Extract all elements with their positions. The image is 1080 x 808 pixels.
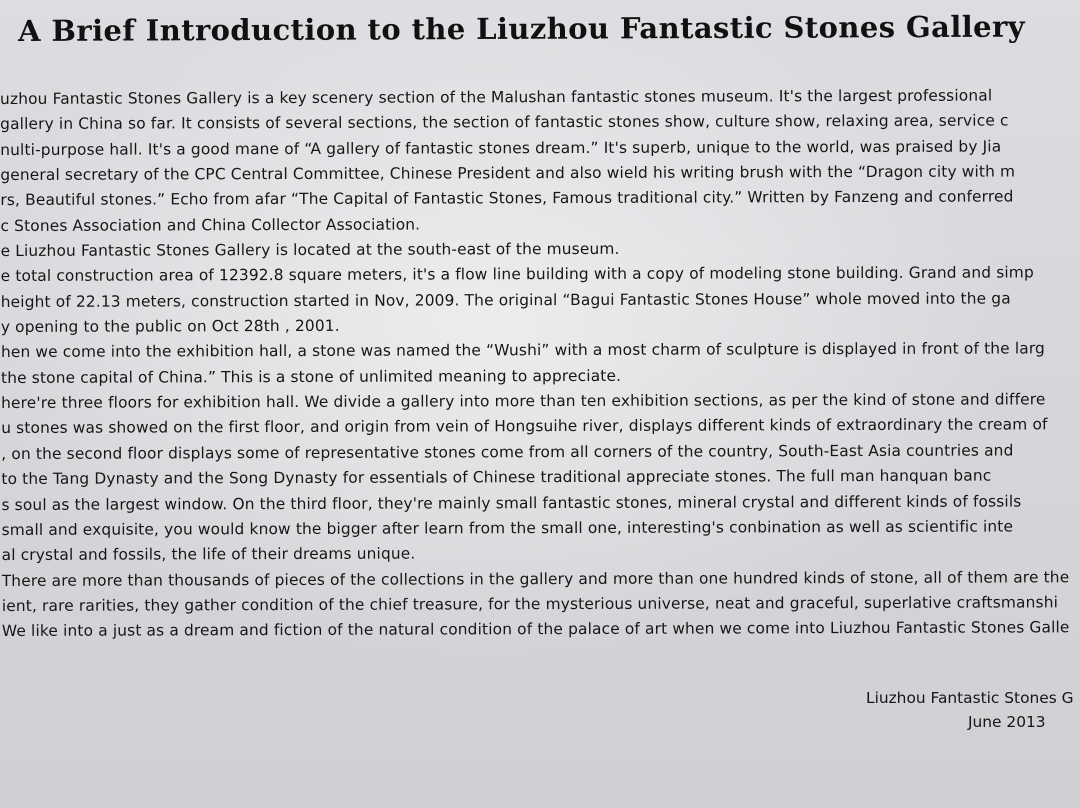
text-line: small and exquisite, you would know the bigger after learn from the small one, interesting's conbination as well as scientific inte: [1, 517, 1014, 539]
text-line: c Stones Association and China Collector Association.: [0, 215, 421, 235]
introduction-text: [0, 83, 1080, 644]
text-line: s soul as the largest window. On the third floor, they're mainly small fantastic stones, mineral crystal and different kinds of fossils: [1, 491, 1022, 514]
text-line: ient, rare rarities, they gather condition of the chief treasure, for the mysterious universe, neat and graceful, superlative craftsmanshi: [1, 593, 1059, 615]
text-line: There are more than thousands of pieces of the collections in the gallery and more than one hundred kinds of stone, all of them are the: [1, 567, 1070, 590]
text-line: hen we come into the exhibition hall, a stone was named the “Wushi” with a most charm of sculpture is displayed in front of the larg: [0, 339, 1045, 362]
text-line: general secretary of the CPC Central Committee, Chinese President and also wield his writing brush with the “Dragon city with m: [0, 162, 1016, 185]
text-line: nulti-purpose hall. It's a good mane of “A gallery of fantastic stones dream.” It's superb, unique to the world, was praised by Jia: [0, 137, 1002, 159]
text-line: We like into a just as a dream and fiction of the natural condition of the palace of art when we come into Liuzhou Fantastic Stones Galle: [1, 618, 1070, 641]
text-line: u stones was showed on the first floor, and origin from vein of Hongsuihe river, displays different kinds of extraordinary the cream of: [1, 415, 1048, 438]
text-line: gallery in China so far. It consists of several sections, the section of fantastic stones show, culture show, relaxing area, service c: [0, 111, 1009, 134]
text-line: , on the second floor displays some of representative stones come from all corners of the country, South-East Asia countries and: [1, 441, 1014, 463]
text-line: e total construction area of 12392.8 square meters, it's a flow line building with a copy of modeling stone building. Grand and simp: [0, 263, 1034, 286]
signature-organization: Liuzhou Fantastic Stones G: [866, 689, 1074, 707]
signature-date: June 2013: [968, 713, 1046, 731]
text-line: to the Tang Dynasty and the Song Dynasty for essentials of Chinese traditional appreciate stones. The full man hanquan banc: [1, 466, 992, 489]
text-line: e Liuzhou Fantastic Stones Gallery is located at the south-east of the museum.: [0, 239, 620, 261]
text-line: here're three floors for exhibition hall. We divide a gallery into more than ten exhibition sections, as per the kind of stone and differe: [1, 390, 1046, 413]
text-line: height of 22.13 meters, construction started in Nov, 2009. The original “Bagui Fantastic Stones House” whole moved into the ga: [0, 289, 1011, 311]
text-line: the stone capital of China.” This is a stone of unlimited meaning to appreciate.: [0, 366, 622, 387]
text-line: al crystal and fossils, the life of their dreams unique.: [1, 544, 416, 565]
text-line: uzhou Fantastic Stones Gallery is a key scenery section of the Malushan fantastic stones museum. It's the largest professional: [0, 86, 993, 108]
board-title: A Brief Introduction to the Liuzhou Fantastic Stones Gallery: [18, 9, 1025, 48]
text-line: y opening to the public on Oct 28th , 2001.: [0, 316, 340, 337]
text-line: rs, Beautiful stones.” Echo from afar “The Capital of Fantastic Stones, Famous traditional city.” Written by Fanzeng and conferred: [0, 187, 1014, 210]
